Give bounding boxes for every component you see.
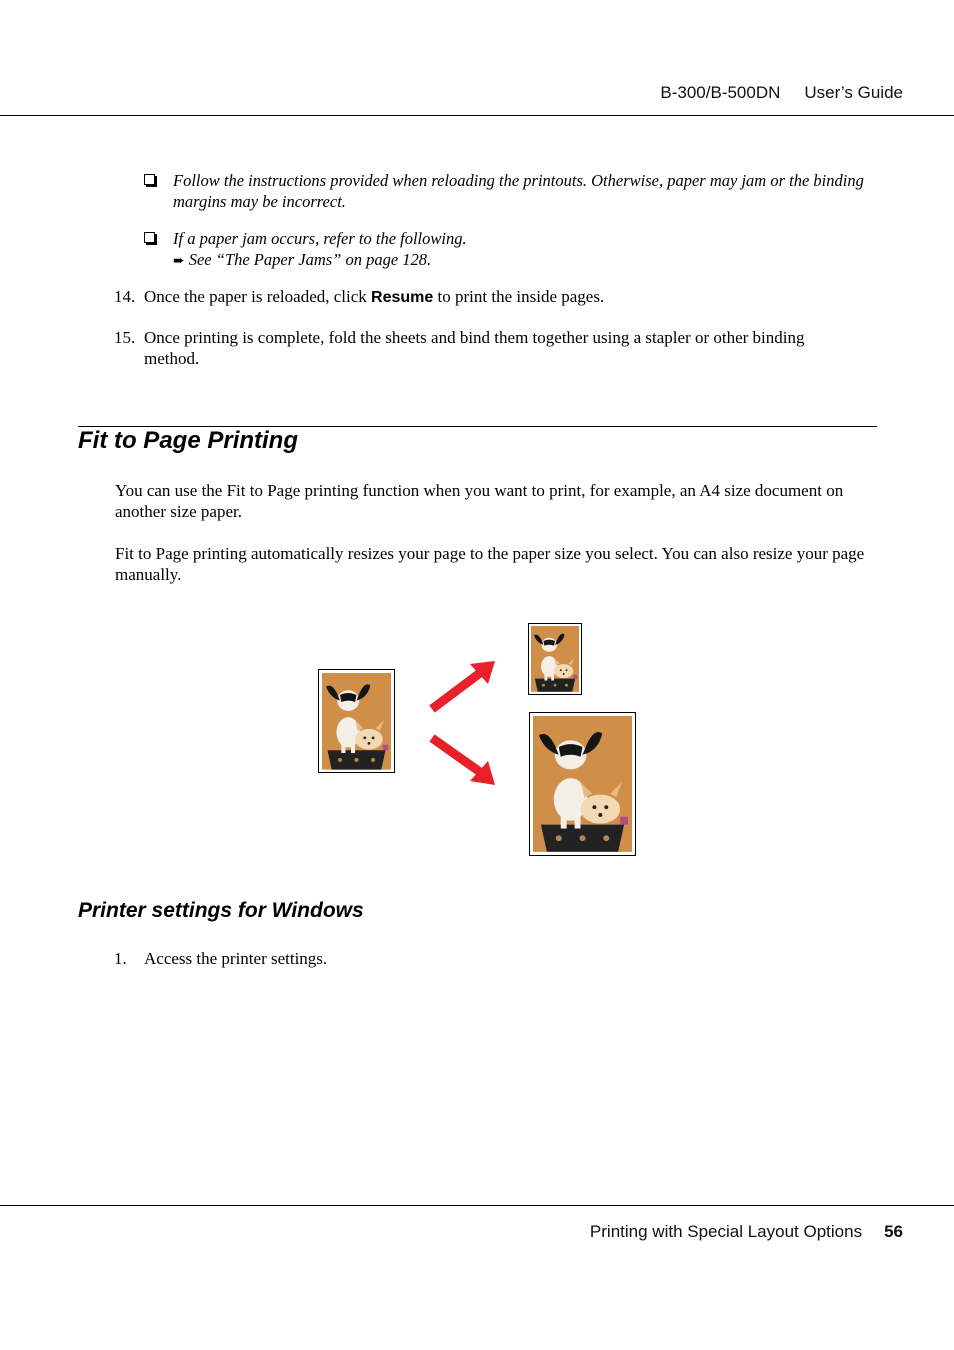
step-number: 15. — [114, 328, 136, 347]
resume-ui-label: Resume — [371, 289, 434, 306]
reduced-page — [529, 624, 582, 695]
reference-link[interactable]: See “The Paper Jams” on page 128. — [188, 250, 432, 269]
header-model: B-300/B-500DN — [660, 83, 781, 102]
page-number: 56 — [884, 1222, 903, 1241]
step-number: 14. — [114, 287, 136, 306]
header-guide: User’s Guide — [804, 83, 903, 102]
arrow-down-right-icon — [432, 738, 495, 785]
reference-arrow-icon: ➨ — [173, 254, 185, 269]
step-text: Once the paper is reloaded, click — [144, 287, 372, 306]
note-text: If a paper jam occurs, refer to the following. — [173, 229, 467, 248]
footer-chapter: Printing with Special Layout Options — [589, 1222, 863, 1241]
arrow-up-right-icon — [432, 661, 495, 709]
step-1 — [114, 948, 844, 969]
page-footer — [590, 1222, 903, 1242]
enlarged-page — [530, 713, 636, 856]
step-number: 1. — [114, 949, 127, 968]
step-text: Once printing is complete, fold the sheets and bind them together using a stapler or other binding method. — [144, 328, 805, 368]
subsection-title: Printer settings for Windows — [78, 899, 364, 922]
step-text-after: to print the inside pages. — [433, 287, 605, 306]
original-page — [319, 670, 395, 773]
section-title: Fit to Page Printing — [78, 427, 298, 454]
note-text: Follow the instructions provided when reloading the printouts. Otherwise, paper may jam or the binding margins may be incorrect. — [173, 171, 864, 211]
paragraph: Fit to Page printing automatically resizes your page to the paper size you select. You can also resize your page manually. — [115, 544, 865, 584]
step-text: Access the printer settings. — [144, 949, 328, 968]
footer-rule — [0, 1205, 954, 1206]
paragraph: You can use the Fit to Page printing function when you want to print, for example, an A4 size document on another size paper. — [115, 481, 844, 521]
